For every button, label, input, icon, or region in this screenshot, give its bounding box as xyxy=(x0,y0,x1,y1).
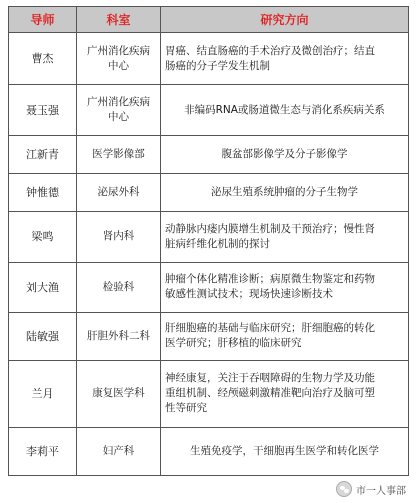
research-cell xyxy=(161,135,409,173)
research-line: 肿瘤个体化精准诊断；病原微生物鉴定和药物 xyxy=(165,273,375,286)
mentor-name-cell: 梁鸣 xyxy=(9,212,77,262)
header-research: 研究方向 xyxy=(161,7,409,33)
wechat-icon xyxy=(336,481,352,497)
department-line: 广州消化疾病 xyxy=(87,44,150,57)
department-line: 妇产科 xyxy=(102,444,135,457)
department-cell xyxy=(77,85,161,135)
header-department: 科室 xyxy=(77,7,161,33)
mentor-table xyxy=(8,6,409,476)
research-line: 脏病纤维化机制的探讨 xyxy=(165,237,270,250)
research-line: 肝细胞癌的基础与临床研究；肝细胞癌的转化 xyxy=(165,322,375,335)
research-cell xyxy=(161,427,409,475)
table-row xyxy=(9,173,409,211)
research-line: 泌尿生殖系统肿瘤的分子生物学 xyxy=(211,186,358,199)
department-line: 康复医学科 xyxy=(92,387,145,400)
research-line: 神经康复，关注于吞咽障碍的生物力学及功能 xyxy=(165,372,375,385)
mentor-name-cell: 李莉平 xyxy=(9,427,77,475)
department-line: 医学影像部 xyxy=(92,147,145,160)
research-cell xyxy=(161,173,409,211)
table-row xyxy=(9,361,409,427)
table-row xyxy=(9,212,409,262)
mentor-name-cell: 聂玉强 xyxy=(9,85,77,135)
department-cell xyxy=(77,135,161,173)
research-line: 腹盆部影像学及分子影像学 xyxy=(221,147,348,160)
department-cell xyxy=(77,312,161,360)
department-cell xyxy=(77,262,161,312)
research-line: 动静脉内瘘内膜增生机制及干预治疗；慢性肾 xyxy=(165,222,375,235)
table-row xyxy=(9,135,409,173)
table-row xyxy=(9,85,409,135)
department-line: 中心 xyxy=(108,111,129,123)
mentor-name-cell: 曹杰 xyxy=(9,33,77,85)
department-line: 检验科 xyxy=(102,280,135,293)
research-cell xyxy=(161,33,409,85)
table-row xyxy=(9,312,409,360)
mentor-name-cell: 刘大渔 xyxy=(9,262,77,312)
table-body xyxy=(9,33,409,476)
department-line: 广州消化疾病 xyxy=(87,96,150,108)
research-cell xyxy=(161,85,409,135)
research-cell xyxy=(161,312,409,360)
department-line: 中心 xyxy=(108,59,129,72)
watermark-text: 市一人事部 xyxy=(356,485,406,497)
mentor-name-cell: 陆敏强 xyxy=(9,312,77,360)
mentor-name-cell: 江新青 xyxy=(9,135,77,173)
mentor-name-cell: 兰月 xyxy=(9,361,77,427)
research-line: 敏感性测试技术；现场快速诊断技术 xyxy=(165,288,333,301)
department-cell xyxy=(77,173,161,211)
watermark xyxy=(336,481,406,497)
table-row xyxy=(9,262,409,312)
department-cell xyxy=(77,427,161,475)
department-cell xyxy=(77,361,161,427)
department-line: 肾内科 xyxy=(102,230,135,243)
mentor-name-cell: 钟惟德 xyxy=(9,173,77,211)
research-line: 胃癌、结直肠癌的手术治疗及微创治疗；结直 xyxy=(165,44,375,57)
table-row xyxy=(9,427,409,475)
research-line: 重组机制、经颅磁刺激精准靶向治疗及脑可塑 xyxy=(165,387,375,400)
research-line: 医学研究；肝移植的临床研究 xyxy=(165,337,302,350)
department-line: 泌尿外科 xyxy=(97,186,140,199)
table-header-row xyxy=(9,7,409,33)
research-line: 性等研究 xyxy=(165,402,207,415)
research-line: 非编码RNA或肠道微生态与消化系疾病关系 xyxy=(184,103,385,116)
research-line: 肠癌的分子学发生机制 xyxy=(165,59,270,72)
department-line: 肝胆外科二科 xyxy=(87,329,150,342)
research-cell xyxy=(161,212,409,262)
table-row xyxy=(9,33,409,85)
department-cell xyxy=(77,33,161,85)
department-cell xyxy=(77,212,161,262)
header-mentor: 导师 xyxy=(9,7,77,33)
research-line: 生殖免疫学，干细胞再生医学和转化医学 xyxy=(190,444,379,457)
research-cell xyxy=(161,262,409,312)
research-cell xyxy=(161,361,409,427)
